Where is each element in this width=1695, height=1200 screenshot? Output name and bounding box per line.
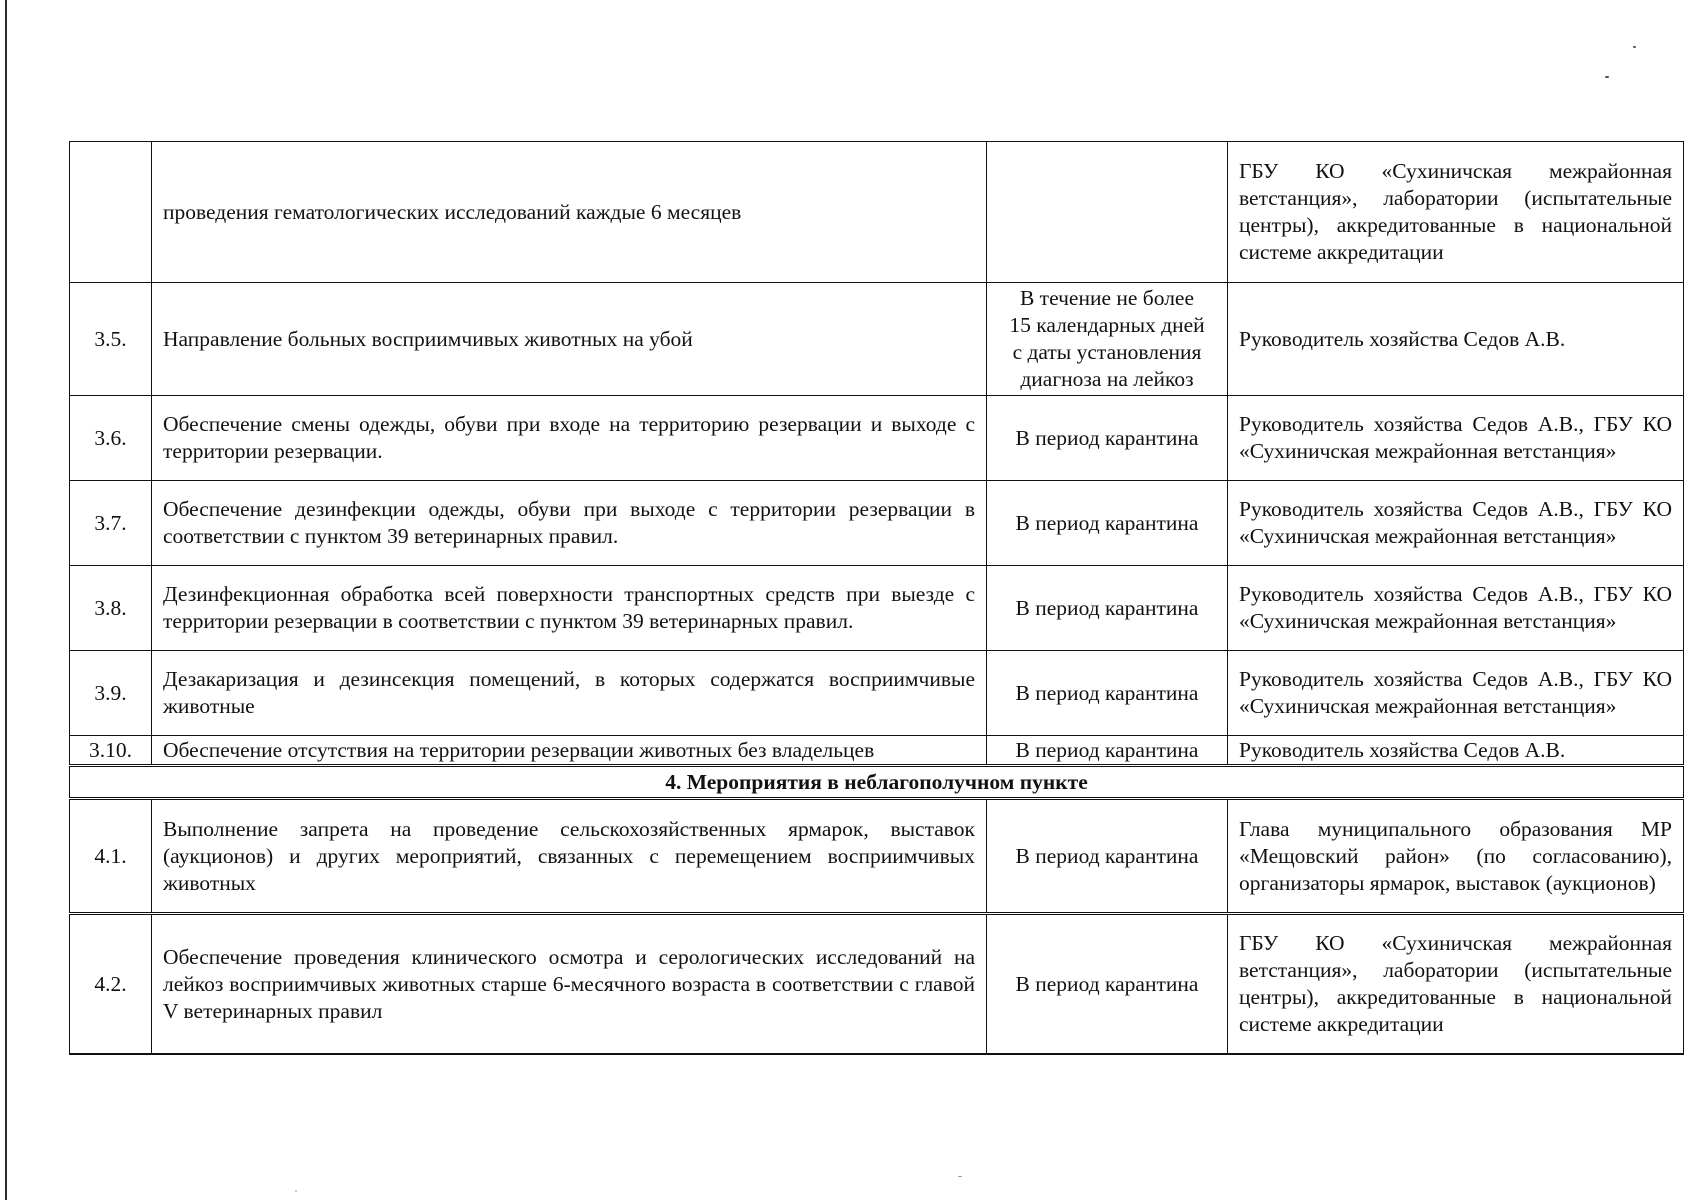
deadline-line: с даты установления	[1012, 340, 1202, 364]
table-row	[70, 142, 1684, 283]
deadline-cell: В период карантина	[987, 914, 1228, 1055]
row-number: 3.7.	[70, 481, 152, 566]
responsible-cell: ГБУ КО «Сухиничская межрайонная ветстанция», лаборатории (испытательные центры), аккредитованные в национальной системе аккредитации	[1228, 142, 1684, 283]
deadline-cell: В период карантина	[987, 396, 1228, 481]
scan-speck	[295, 1190, 297, 1192]
scan-speck	[1633, 46, 1636, 48]
measure-cell: Выполнение запрета на проведение сельскохозяйственных ярмарок, выставок (аукционов) и других мероприятий, связанных с перемещением восприимчивых животных	[152, 799, 987, 914]
deadline-cell: В период карантина	[987, 799, 1228, 914]
responsible-cell: ГБУ КО «Сухиничская межрайонная ветстанция», лаборатории (испытательные центры), аккредитованные в национальной системе аккредитации	[1228, 914, 1684, 1055]
deadline-line: диагноза на лейкоз	[1020, 367, 1194, 391]
table-row	[70, 914, 1684, 1055]
deadline-cell: В период карантина	[987, 481, 1228, 566]
deadline-cell: В период карантина	[987, 566, 1228, 651]
measure-cell: проведения гематологических исследований каждые 6 месяцев	[152, 142, 987, 283]
responsible-cell: Руководитель хозяйства Седов А.В., ГБУ КО «Сухиничская межрайонная ветстанция»	[1228, 651, 1684, 736]
row-number: 4.1.	[70, 799, 152, 914]
table-row	[70, 283, 1684, 396]
measure-cell: Дезакаризация и дезинсекция помещений, в которых содержатся восприимчивые животные	[152, 651, 987, 736]
row-number: 3.5.	[70, 283, 152, 396]
deadline-cell: В период карантина	[987, 736, 1228, 766]
table-row	[70, 736, 1684, 766]
measure-cell: Обеспечение проведения клинического осмотра и серологических исследований на лейкоз восприимчивых животных старше 6-месячного возраста в соответствии с главой V ветеринарных правил	[152, 914, 987, 1055]
table-row	[70, 481, 1684, 566]
section-title: 4. Мероприятия в неблагополучном пункте	[70, 766, 1684, 799]
responsible-cell: Руководитель хозяйства Седов А.В.	[1228, 736, 1684, 766]
row-number	[70, 142, 152, 283]
responsible-cell: Руководитель хозяйства Седов А.В., ГБУ КО «Сухиничская межрайонная ветстанция»	[1228, 481, 1684, 566]
scan-speck	[1605, 76, 1609, 78]
measure-cell: Обеспечение дезинфекции одежды, обуви при выходе с территории резервации в соответствии с пунктом 39 ветеринарных правил.	[152, 481, 987, 566]
responsible-cell: Руководитель хозяйства Седов А.В.	[1228, 283, 1684, 396]
deadline-line: В течение не более	[1019, 286, 1195, 310]
responsible-cell: Руководитель хозяйства Седов А.В., ГБУ КО «Сухиничская межрайонная ветстанция»	[1228, 566, 1684, 651]
deadline-cell: В период карантина	[987, 651, 1228, 736]
measure-cell: Обеспечение отсутствия на территории резервации животных без владельцев	[152, 736, 987, 766]
responsible-cell: Глава муниципального образования МР «Мещовский район» (по согласованию), организаторы ярмарок, выставок (аукционов)	[1228, 799, 1684, 914]
measure-cell: Направление больных восприимчивых животных на убой	[152, 283, 987, 396]
table-row	[70, 566, 1684, 651]
row-number: 3.8.	[70, 566, 152, 651]
deadline-line: 15 календарных дней	[1009, 313, 1205, 337]
table-row	[70, 651, 1684, 736]
scan-speck	[958, 1176, 962, 1177]
row-number: 3.10.	[70, 736, 152, 766]
responsible-cell: Руководитель хозяйства Седов А.В., ГБУ КО «Сухиничская межрайонная ветстанция»	[1228, 396, 1684, 481]
section-header-row	[70, 766, 1684, 799]
row-number: 3.9.	[70, 651, 152, 736]
deadline-cell	[987, 142, 1228, 283]
scan-left-edge	[5, 0, 7, 1200]
measures-table	[69, 141, 1684, 1055]
table-row	[70, 799, 1684, 914]
measure-cell: Обеспечение смены одежды, обуви при входе на территорию резервации и выходе с территории резервации.	[152, 396, 987, 481]
deadline-cell	[987, 283, 1228, 396]
row-number: 3.6.	[70, 396, 152, 481]
table-row	[70, 396, 1684, 481]
row-number: 4.2.	[70, 914, 152, 1055]
measure-cell: Дезинфекционная обработка всей поверхности транспортных средств при выезде с территории резервации в соответствии с пунктом 39 ветеринарных правил.	[152, 566, 987, 651]
